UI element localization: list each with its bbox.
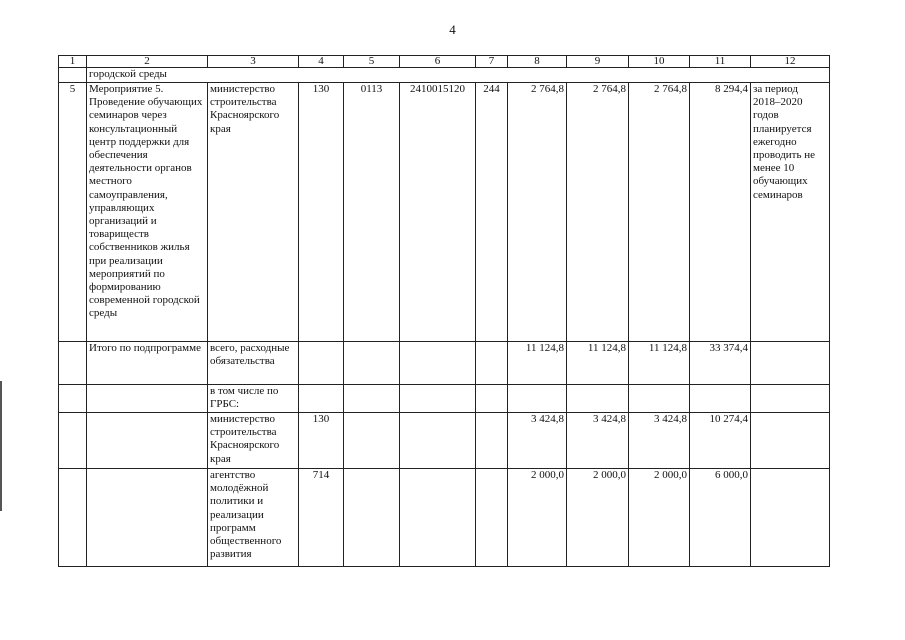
table-cell xyxy=(400,469,476,567)
agency-code-cell: 714 xyxy=(299,469,344,567)
ministry-row xyxy=(59,413,830,469)
header-cell: 2 xyxy=(87,56,208,68)
header-cell: 8 xyxy=(508,56,567,68)
table-cell xyxy=(476,342,508,385)
table-cell xyxy=(690,385,751,413)
carry-over-row xyxy=(59,68,830,83)
budget-table xyxy=(58,55,830,567)
amount-2020-cell: 2 764,8 xyxy=(629,83,690,342)
total-kind-cell: всего, расходные обязательства xyxy=(208,342,299,385)
table-cell xyxy=(344,385,400,413)
agency-row xyxy=(59,469,830,567)
total-2020-cell: 11 124,8 xyxy=(629,342,690,385)
total-2019-cell: 11 124,8 xyxy=(567,342,629,385)
table-cell xyxy=(59,68,87,83)
header-cell: 4 xyxy=(299,56,344,68)
total-sum-cell: 33 374,4 xyxy=(690,342,751,385)
header-cell: 11 xyxy=(690,56,751,68)
total-2018-cell: 11 124,8 xyxy=(508,342,567,385)
agency-2018-cell: 2 000,0 xyxy=(508,469,567,567)
header-cell: 6 xyxy=(400,56,476,68)
target-code-cell: 2410015120 xyxy=(400,83,476,342)
table-cell xyxy=(629,385,690,413)
expense-type-cell: 244 xyxy=(476,83,508,342)
table-cell xyxy=(751,413,830,469)
subprogram-total-row xyxy=(59,342,830,385)
table-cell xyxy=(476,469,508,567)
table-cell xyxy=(567,385,629,413)
table-cell xyxy=(476,385,508,413)
table-cell xyxy=(751,385,830,413)
table-cell xyxy=(87,385,208,413)
table-cell xyxy=(59,413,87,469)
header-cell: 5 xyxy=(344,56,400,68)
header-cell: 7 xyxy=(476,56,508,68)
measure-name-cell: Мероприятие 5. Проведение обучающих семинаров через консультационный центр поддержки для обеспечения деятельности органов местного самоуправления, управляющих организаций и товариществ собственников жилья при реализации мероприятий по формированию современной городской среды xyxy=(87,83,208,342)
ministry-total-cell: 10 274,4 xyxy=(690,413,751,469)
header-cell: 1 xyxy=(59,56,87,68)
table-cell xyxy=(344,342,400,385)
table-cell xyxy=(751,469,830,567)
responsible-cell: министерство строительства Красноярского края xyxy=(208,83,299,342)
header-cell: 12 xyxy=(751,56,830,68)
ministry-code-cell: 130 xyxy=(299,413,344,469)
table-cell xyxy=(400,413,476,469)
header-cell: 3 xyxy=(208,56,299,68)
section-code-cell: 0113 xyxy=(344,83,400,342)
amount-2018-cell: 2 764,8 xyxy=(508,83,567,342)
table-cell xyxy=(59,469,87,567)
grbs-code-cell: 130 xyxy=(299,83,344,342)
table-cell xyxy=(751,342,830,385)
table-cell xyxy=(59,342,87,385)
table-cell xyxy=(59,385,87,413)
row-number-cell: 5 xyxy=(59,83,87,342)
table-cell xyxy=(87,469,208,567)
ministry-2020-cell: 3 424,8 xyxy=(629,413,690,469)
page-number: 4 xyxy=(449,22,456,37)
grbs-label-cell: в том числе по ГРБС: xyxy=(208,385,299,413)
header-cell: 10 xyxy=(629,56,690,68)
expected-result-cell: за период 2018–2020 годов планируется ежегодно проводить не менее 10 обучающих семинаров xyxy=(751,83,830,342)
measure-5-row xyxy=(59,83,830,342)
total-label-cell: Итого по подпрограмме xyxy=(87,342,208,385)
continued-text-cell: городской среды xyxy=(87,68,830,83)
table-cell xyxy=(344,469,400,567)
amount-2019-cell: 2 764,8 xyxy=(567,83,629,342)
table-cell xyxy=(344,413,400,469)
table-cell xyxy=(400,385,476,413)
agency-2019-cell: 2 000,0 xyxy=(567,469,629,567)
table-cell xyxy=(299,342,344,385)
ministry-2019-cell: 3 424,8 xyxy=(567,413,629,469)
table-cell xyxy=(87,413,208,469)
header-cell: 9 xyxy=(567,56,629,68)
amount-total-cell: 8 294,4 xyxy=(690,83,751,342)
ministry-name-cell: министерство строительства Красноярского края xyxy=(208,413,299,469)
table-cell xyxy=(400,342,476,385)
agency-total-cell: 6 000,0 xyxy=(690,469,751,567)
table-cell xyxy=(508,385,567,413)
table-cell xyxy=(299,385,344,413)
agency-name-cell: агентство молодёжной политики и реализации программ общественного развития xyxy=(208,469,299,567)
scan-edge-mark xyxy=(0,381,2,511)
ministry-2018-cell: 3 424,8 xyxy=(508,413,567,469)
table-cell xyxy=(476,413,508,469)
agency-2020-cell: 2 000,0 xyxy=(629,469,690,567)
column-number-row xyxy=(59,56,830,68)
grbs-breakdown-row xyxy=(59,385,830,413)
